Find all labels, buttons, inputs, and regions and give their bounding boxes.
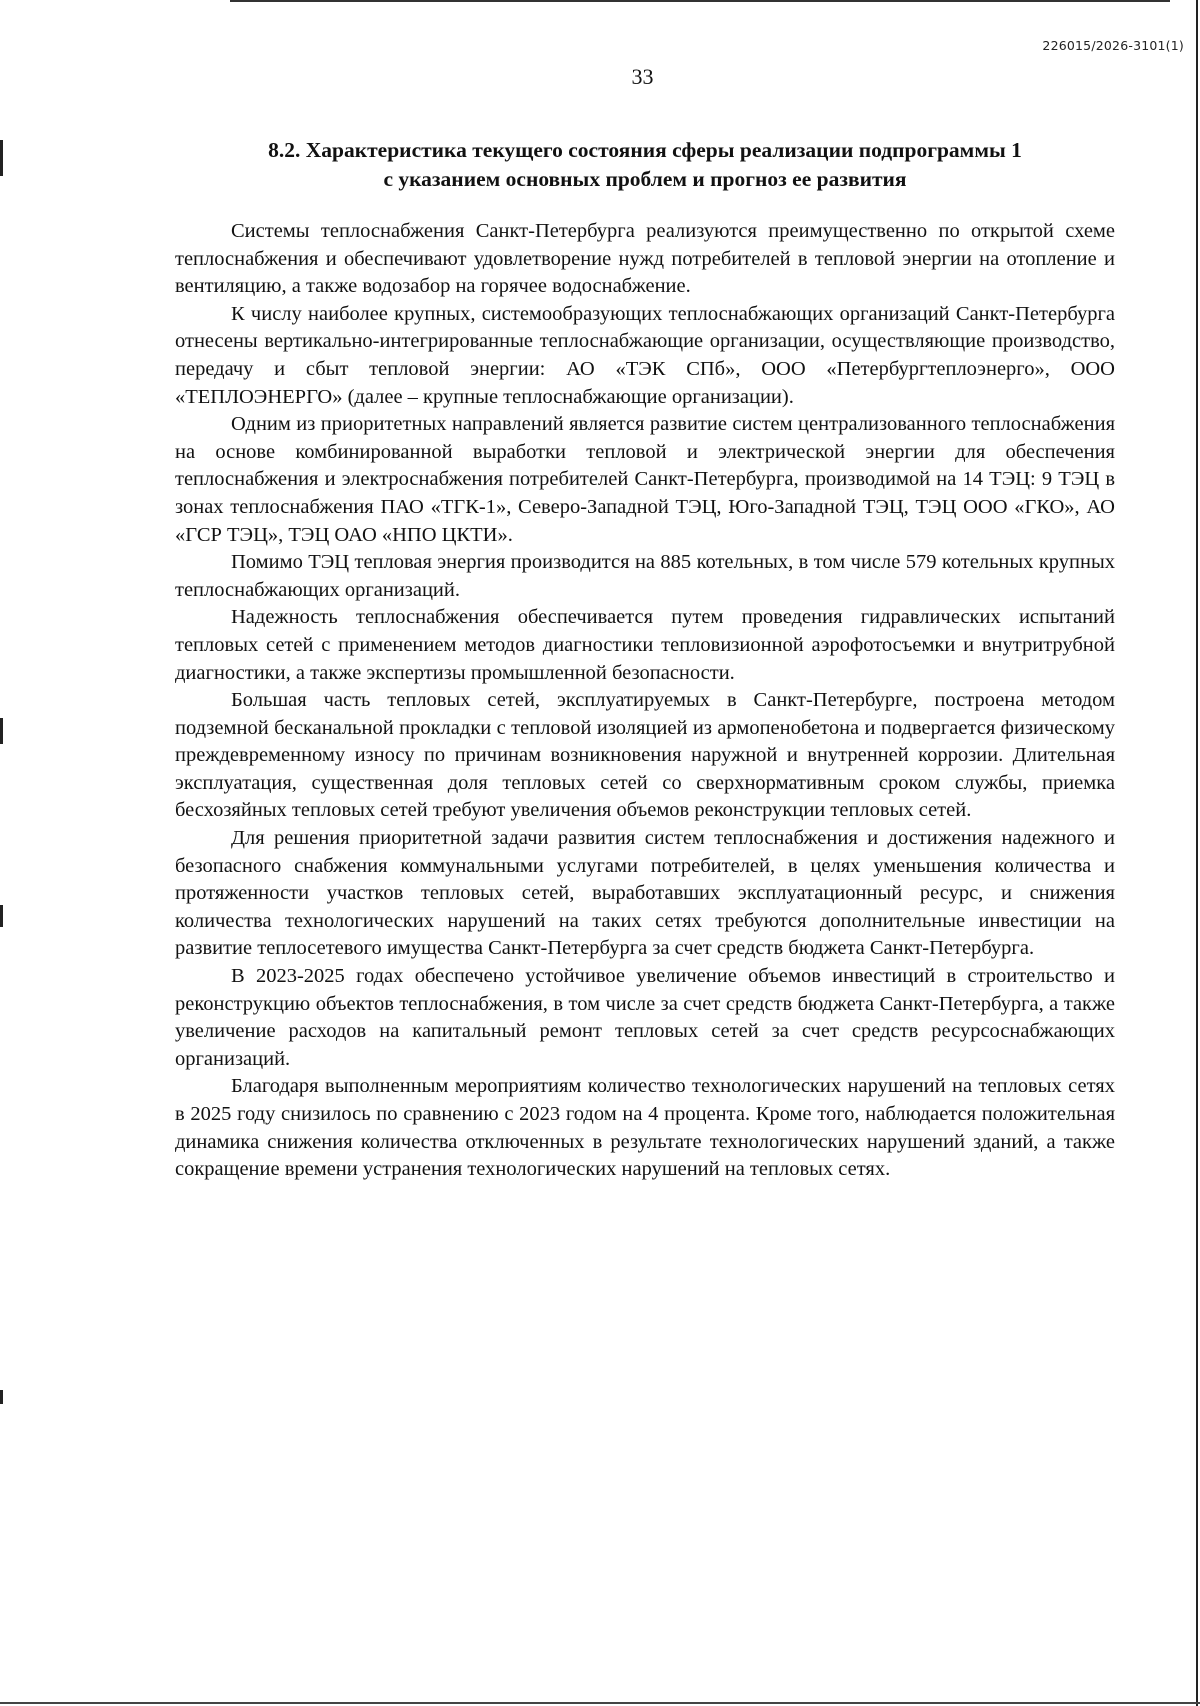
paragraph: Благодаря выполненным мероприятиям количество технологических нарушений на тепловых сетях в 2025 году снизилось по сравнению с 2023 годом на 4 процента. Кроме того, наблюдается положительная динамика снижения количества отключенных в результате технологических нарушений зданий, а также сокращение времени устранения технологических нарушений на тепловых сетях. bbox=[175, 1075, 1115, 1181]
paragraph: Помимо ТЭЦ тепловая энергия производится на 885 котельных, в том числе 579 котельных крупных теплоснабжающих организаций. bbox=[175, 551, 1115, 601]
section-body bbox=[175, 218, 1115, 1184]
section-title-line: с указанием основных проблем и прогноз ее развития bbox=[383, 167, 907, 191]
document-id: 226015/2026-3101(1) bbox=[1042, 38, 1184, 53]
paragraph: К числу наиболее крупных, системообразующих теплоснабжающих организаций Санкт-Петербурга отнесены вертикально-интегрированные теплоснабжающие организации, осуществляющие производство, передачу и сбыт тепловой энергии: АО «ТЭК СПб», ООО «Петербургтеплоэнерго», ООО «ТЕПЛОЭНЕРГО» (далее – крупные теплоснабжающие организации). bbox=[175, 302, 1115, 408]
paragraph: В 2023-2025 годах обеспечено устойчивое увеличение объемов инвестиций в строительство и реконструкцию объектов теплоснабжения, в том числе за счет средств бюджета Санкт-Петербурга, а также увеличение расходов на капитальный ремонт тепловых сетей за счет средств ресурсоснабжающих организаций. bbox=[175, 965, 1115, 1070]
page-number: 33 bbox=[631, 64, 654, 89]
paragraph: Для решения приоритетной задачи развития систем теплоснабжения и достижения надежного и безопасного снабжения коммунальными услугами потребителей, в целях уменьшения количества и протяженности участков тепловых сетей, выработавших эксплуатационный ресурс, и снижения количества технологических нарушений на таких сетях требуются дополнительные инвестиции на развитие теплосетевого имущества Санкт-Петербурга за счет средств бюджета Санкт-Петербурга. bbox=[175, 827, 1115, 960]
section-title bbox=[175, 136, 1115, 194]
scan-margin-mark bbox=[0, 1390, 3, 1404]
paragraph: Надежность теплоснабжения обеспечивается путем проведения гидравлических испытаний тепловых сетей с применением методов диагностики тепловизионной аэрофотосъемки и внутритрубной диагностики, а также экспертизы промышленной безопасности. bbox=[175, 606, 1115, 684]
scan-top-edge bbox=[230, 0, 1170, 2]
scan-margin-mark bbox=[0, 718, 3, 744]
paragraph: Большая часть тепловых сетей, эксплуатируемых в Санкт-Петербурге, построена методом подземной бесканальной прокладки с тепловой изоляцией из армопенобетона и подвергается физическому преждевременному износу по причинам возникновения наружной и внутренней коррозии. Длительная эксплуатация, существенная доля тепловых сетей со сверхнормативным сроком службы, приемка бесхозяйных тепловых сетей требуют увеличения объемов реконструкции тепловых сетей. bbox=[175, 689, 1115, 822]
scan-margin-mark bbox=[0, 905, 3, 927]
scan-margin-mark bbox=[0, 140, 3, 176]
scan-right-edge bbox=[1196, 0, 1198, 1706]
scan-bottom-edge bbox=[0, 1702, 1200, 1704]
section-title-line: 8.2. Характеристика текущего состояния сферы реализации подпрограммы 1 bbox=[268, 138, 1022, 162]
paragraph: Одним из приоритетных направлений является развитие систем централизованного теплоснабжения на основе комбинированной выработки тепловой и электрической энергии для обеспечения теплоснабжения и электроснабжения потребителей Санкт-Петербурга, производимой на 14 ТЭЦ: 9 ТЭЦ в зонах теплоснабжения ПАО «ТГК-1», Северо-Западной ТЭЦ, Юго-Западной ТЭЦ, ТЭЦ ООО «ГКО», АО «ГСР ТЭЦ», ТЭЦ ОАО «НПО ЦКТИ». bbox=[175, 413, 1115, 546]
paragraph: Системы теплоснабжения Санкт-Петербурга реализуются преимущественно по открытой схеме теплоснабжения и обеспечивают удовлетворение нужд потребителей в тепловой энергии на отопление и вентиляцию, а также водозабор на горячее водоснабжение. bbox=[175, 220, 1115, 298]
